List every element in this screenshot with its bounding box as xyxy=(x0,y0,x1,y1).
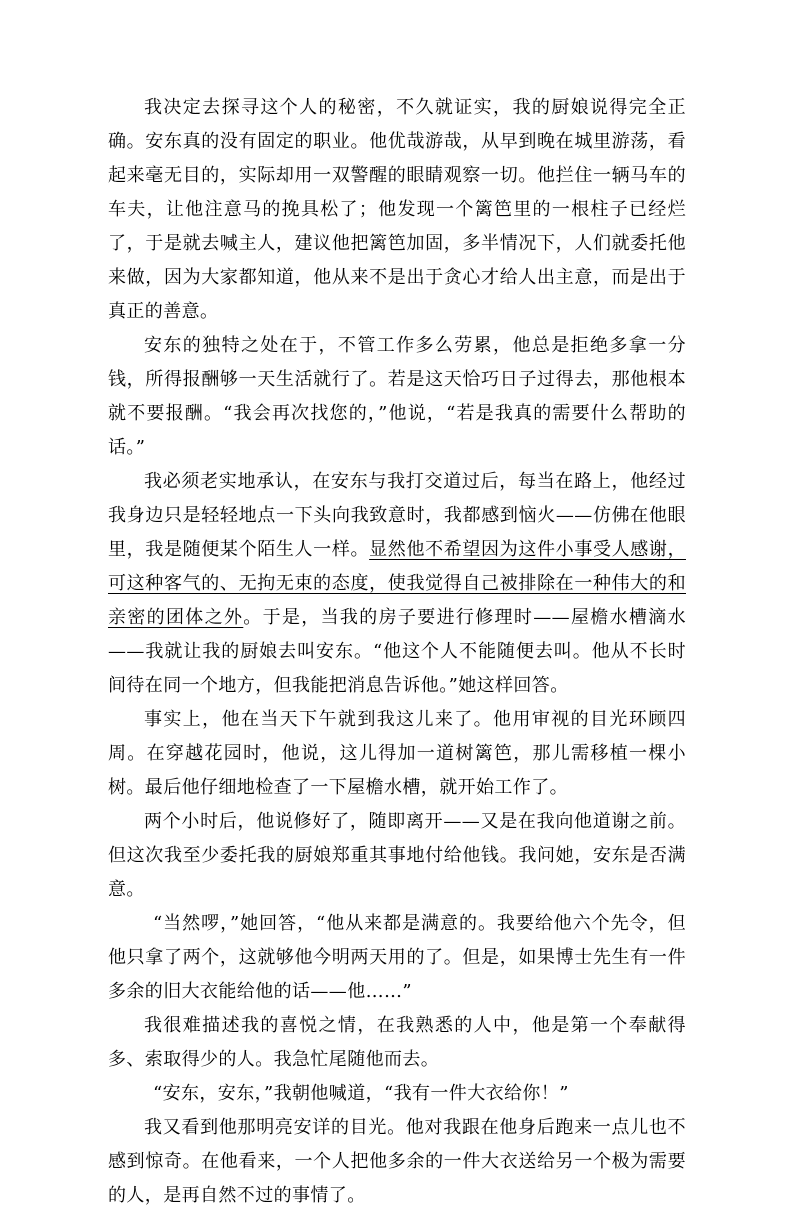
paragraph-6: “当然啰，”她回答，“他从来都是满意的。我要给他六个先令，但他只拿了两个，这就够他今明两天用的了。但是，如果博士先生有一件多余的旧大衣能给他的话——他……” xyxy=(108,913,686,1002)
document-page xyxy=(108,91,686,1213)
paragraph-5: 两个小时后，他说修好了，随即离开——又是在我向他道谢之前。但这次我至少委托我的厨娘郑重其事地付给他钱。我问她，安东是否满意。 xyxy=(108,811,686,900)
paragraph-3-start: 我必须老实地承认，在安东与我打交道过后，每当在路上，他经过我身边只是轻轻地点一下头向我致意时，我都感到恼火——仿佛在他眼里，我是随便某个陌生人一样。 xyxy=(108,471,686,560)
paragraph-8: “安东，安东，”我朝他喊道，“我有一件大衣给你！” xyxy=(153,1083,569,1104)
paragraph-1: 我决定去探寻这个人的秘密，不久就证实，我的厨娘说得完全正确。安东真的没有固定的职业。他优哉游哉，从早到晚在城里游荡，看起来毫无目的，实际却用一双警醒的眼睛观察一切。他拦住一辆马车的车夫，让他注意马的挽具松了；他发现一个篱笆里的一根柱子已经烂了，于是就去喊主人，建议他把篱笆加固，多半情况下，人们就委托他来做，因为大家都知道，他从来不是出于贪心才给人出主意，而是出于真正的善意。 xyxy=(108,97,686,322)
paragraph-7: 我很难描述我的喜悦之情，在我熟悉的人中，他是第一个奉献得多、索取得少的人。我急忙尾随他而去。 xyxy=(108,1015,686,1070)
paragraph-4: 事实上，他在当天下午就到我这儿来了。他用审视的目光环顾四周。在穿越花园时，他说，这儿得加一道树篱笆，那儿需移植一棵小树。最后他仔细地检查了一下屋檐水槽，就开始工作了。 xyxy=(108,709,686,798)
paragraph-3 xyxy=(108,465,686,703)
underlined-sentence: 显然他不希望因为这件小事受人感谢，可这种客气的、无拘无束的态度，使我觉得自己被排除在一种伟大的和亲密的团体之外 xyxy=(108,539,686,628)
paragraph-2: 安东的独特之处在于，不管工作多么劳累，他总是拒绝多拿一分钱，所得报酬够一天生活就行了。若是这天恰巧日子过得去，那他根本就不要报酬。“我会再次找您的，”他说，“若是我真的需要什么帮助的话。” xyxy=(108,335,686,458)
paragraph-9: 我又看到他那明亮安详的目光。他对我跟在他身后跑来一点儿也不感到惊奇。在他看来，一个人把他多余的一件大衣送给另一个极为需要的人，是再自然不过的事情了。 xyxy=(108,1117,686,1206)
paragraph-3-end: 。于是，当我的房子要进行修理时——屋檐水槽滴水——我就让我的厨娘去叫安东。“他这个人不能随便去叫。他从不长时间待在同一个地方，但我能把消息告诉他。”她这样回答。 xyxy=(108,607,686,696)
